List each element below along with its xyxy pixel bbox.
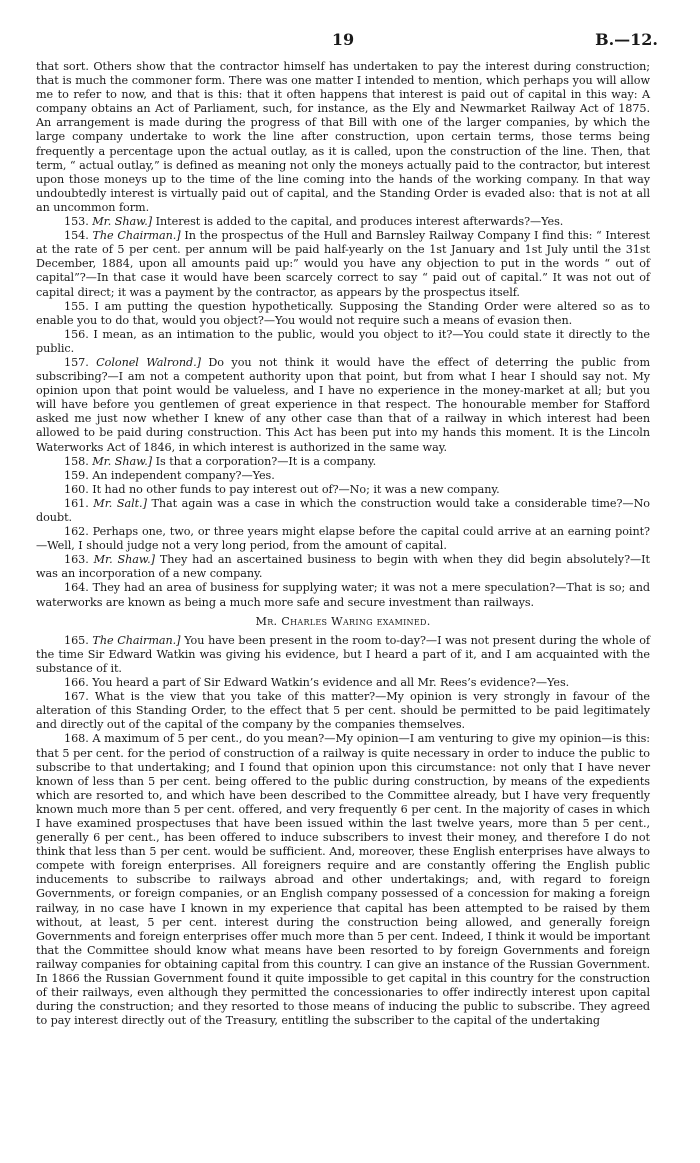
page-header: [36, 30, 658, 56]
speaker: Mr. Shaw.]: [92, 215, 153, 229]
question-158: 158. Mr. Shaw.] Is that a corporation?—It is a company.: [64, 454, 377, 468]
question-153: 153. Mr. Shaw.] Interest is added to the capital, and produces interest afterwards?—Yes.: [64, 215, 564, 229]
question-166: 166. You heard a part of Sir Edward Watkin’s evidence and all Mr. Rees’s evidence?—Yes.: [64, 676, 570, 690]
page-number: 19: [331, 30, 355, 49]
speaker: Mr. Shaw.]: [93, 553, 155, 567]
section-title: Mr. Charles Waring examined.: [255, 614, 431, 628]
question-154: 154. The Chairman.] In the prospectus of the Hull and Barnsley Railway Company I find this: “ Interest at the rate of 5 per cent. per annum will be paid half-yearly on the 1st January and 1st July until the 31st December, 1884, upon all amounts paid up:” would you have any objection to put in the words “ out of capital”?—In that case it would have been scarcely correct to say “ paid out of capital.” It was not out of capital direct; it was a payment by the contractor, as appears by the prospectus itself.: [36, 229, 650, 299]
question-156: 156. I mean, as an intimation to the public, would you object to it?—You could state it directly to the public.: [36, 327, 650, 355]
question-160: 160. It had no other funds to pay interest out of?—No; it was a new company.: [64, 482, 500, 496]
question-165: 165. The Chairman.] You have been present in the room to-day?—I was not present during the whole of the time Sir Edward Watkin was giving his evidence, but I heard a part of it, and I am acquainted with the substance of it.: [36, 633, 650, 675]
question-161: 161. Mr. Salt.] That again was a case in which the construction would take a considerable time?—No doubt.: [36, 496, 650, 524]
paragraph-continuation: that sort. Others show that the contractor himself has undertaken to pay the interest during construction; that is much the commoner form. There was one matter I intended to mention, which perhaps you will allow me to refer to now, and that is this: that it often happens that interest is paid out of capital in this way: A company obtains an Act of Parliament, such, for instance, as the Ely and Newmarket Railway Act of 1875. An arrangement is made during the progress of that Bill with one of the larger companies, by which the large company undertake to work the line after construction, upon certain terms, those terms being frequently a percentage upon the actual outlay, as it is called, upon the construction of the line. Then, that term, “ actual outlay,” is defined as meaning not only the moneys actually paid to the contractor, but interest upon those moneys up to the time of the line coming into the hands of the working company. In that way undoubtedly interest is virtually paid out of capital, and the Standing Order is evaded also: that is not at all an uncommon form.: [36, 60, 650, 214]
question-162: 162. Perhaps one, two, or three years might elapse before the capital could arrive at an earning point?—Well, I should judge not a very long period, from the amount of capital.: [36, 525, 650, 553]
question-163: 163. Mr. Shaw.] They had an ascertained business to begin with when they did begin absolutely?—It was an incorporation of a new company.: [36, 553, 650, 581]
speaker: The Chairman.]: [92, 633, 181, 647]
question-168: 168. A maximum of 5 per cent., do you mean?—My opinion—I am venturing to give my opinion—is this: that 5 per cent. for the period of construction of a railway is quite necessary in order to induce the public to subscribe to that undertaking; and I found that opinion upon this circumstance: not only that I have never known of less than 5 per cent. being offered to the public during construction, by means of the expedients which are resorted to, and which have been described to the Committee already, but I have very frequently known much more than 5 per cent. offered, and very frequently 6 per cent. In the majority of cases in which I have examined prospectuses that have been issued within the last twelve years, more than 5 per cent., generally 6 per cent., has been offered to induce subscribers to invest their money, and therefore I do not think that less than 5 per cent. would be sufficient. And, moreover, these English enterprises have always to compete with foreign enterprises. All foreigners require and are constantly offering the English public inducements to subscribe to railways abroad and other undertakings; and, with regard to foreign Governments, or foreign companies, or an English company possessed of a concession for making a foreign railway, in no case have I known in my experience that capital has been attempted to be raised by them without, at least, 5 per cent. interest during the construction being allowed, and generally foreign Governments and foreign enterprises offer much more than 5 per cent. Indeed, I think it would be important that the Committee should know what means have been resorted to by foreign Governments and foreign railway companies for obtaining capital from this country. I can give an instance of the Russian Government. In 1866 the Russian Government found it quite impossible to get capital in this country for the construction of their railways, even although they permitted the concessionaries to offer indirectly interest upon capital during the construction; and they resorted to those means of inducing the public to subscribe. They agreed to pay interest directly out of the Treasury, entitling the subscriber to the capital of the undertaking: [36, 732, 650, 1028]
speaker: Mr. Shaw.]: [92, 454, 153, 468]
question-155: 155. I am putting the question hypothetically. Supposing the Standing Order were altered so as to enable you to do that, would you object?—You would not require such a means of evasion then.: [36, 299, 650, 327]
speaker: Colonel Walrond.]: [96, 355, 201, 369]
speaker: The Chairman.]: [92, 229, 181, 243]
speaker: Mr. Salt.]: [93, 496, 147, 510]
document-body: [36, 60, 650, 1028]
question-157: 157. Colonel Walrond.] Do you not think it would have the effect of deterring the public from subscribing?—I am not a competent authority upon that point, but from what I hear I should say not. My opinion upon that point would be valueless, and I have no experience in the money-market at all; but you will have before you gentlemen of great experience in that respect. The honourable member for Stafford asked me just now whether I knew of any other case than that of a railway in which interest had been allowed to be paid during construction. This Act has been put into my hands this moment. It is the Lincoln Waterworks Act of 1846, in which interest is authorized in the same way.: [36, 355, 651, 454]
document-reference: B.—12.: [595, 30, 658, 49]
question-159: 159. An independent company?—Yes.: [64, 468, 275, 482]
question-164: 164. They had an area of business for supplying water; it was not a mere speculation?—That is so; and waterworks are known as being a much more safe and secure investment than railways.: [36, 581, 650, 609]
question-167: 167. What is the view that you take of this matter?—My opinion is very strongly in favour of the alteration of this Standing Order, to the effect that 5 per cent. should be permitted to be paid legitimately and directly out of the capital of the company by the companies themselves.: [36, 690, 650, 732]
